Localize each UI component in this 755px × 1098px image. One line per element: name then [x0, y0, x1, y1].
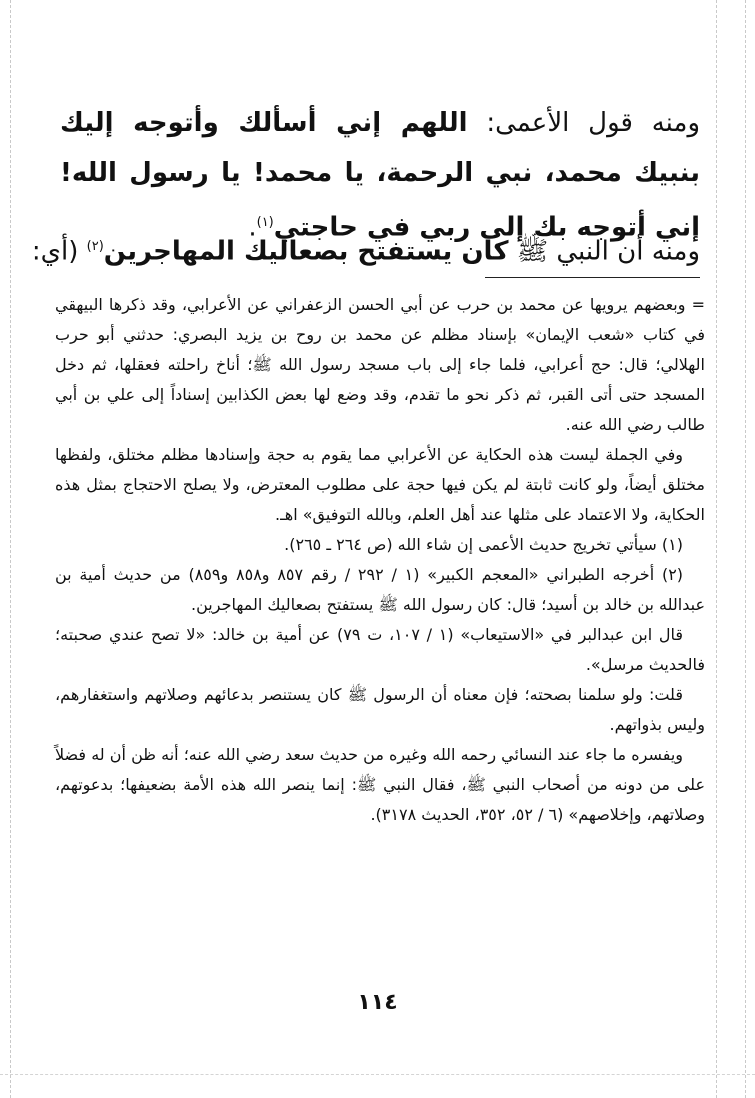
period: . — [248, 212, 257, 243]
footnote-ref-2: (٢) — [86, 239, 104, 254]
footnote-separator — [485, 277, 700, 278]
footnotes-section — [55, 290, 705, 830]
main-paragraph-2 — [31, 222, 700, 277]
footnote-2: (٢) أخرجه الطبراني «المعجم الكبير» (١ / ٢٩٢ / رقم ٨٥٧ و٨٥٨ و٨٥٩) من حديث أمية بن عبدالله بن خالد بن أسيد؛ قال: كان رسول الله ﷺ يستفتح بصعاليك المهاجرين. — [55, 565, 705, 614]
footnote-continuation-2: وفي الجملة ليست هذه الحكاية عن الأعرابي مما يقوم به حجة وإسنادها مظلم مختلق، ولفظها مختلق أيضاً، ولو كانت ثابتة لم يكن فيها حجة على مطلوب المعترض، ولا يصلح الاحتجاج بمثل هذه الحكاية، ولا الاعتماد على مثلها عند أهل العلم، وبالله التوفيق» اهـ. — [55, 445, 705, 524]
footnote-ref-1: (١) — [256, 215, 274, 230]
footnote-2-nasai: ويفسره ما جاء عند النسائي رحمه الله وغيره من حديث سعد رضي الله عنه؛ أنه ظن أن له فضلاً على من دونه من أصحاب النبي ﷺ، فقال النبي ﷺ: إنما ينصر الله هذه الأمة بضعيفها؛ بدعوتهم، وصلاتهم، وإخلاصهم» (٦ / ٥٢، ٣٥٢، الحديث ٣١٧٨). — [55, 745, 705, 824]
footnote-2-ibn-abd-al-barr: قال ابن عبدالبر في «الاستيعاب» (١ / ١٠٧، ت ٧٩) عن أمية بن خالد: «لا تصح عندي صحبته؛ فالحديث مرسل». — [55, 625, 705, 674]
quoted-supplication: اللهم إني أسألك وأتوجه إليك بنبيك محمد، نبي الرحمة، يا محمد! يا رسول الله! إني أتوجه بك إلى ربي في حاجتي — [60, 108, 700, 243]
footnote-continuation: = وبعضهم يرويها عن محمد بن حرب عن أبي الحسن الزعفراني عن الأعرابي، وقد ذكرها البيهقي في كتاب «شعب الإيمان» بإسناد مظلم عن محمد بن روح بن يزيد البصري: حدثني أبو حرب الهلالي؛ قال: حج أعرابي، فلما جاء إلى باب مسجد رسول الله ﷺ؛ أناخ راحلته فعقلها، ثم دخل المسجد حتى أتى القبر، ثم ذكر نحو ما تقدم، وقد وضع لها بعض الكذابين إسناداً إلى علي بن أبي طالب رضي الله عنه. — [55, 295, 705, 434]
quoted-hadith: كان يستفتح بصعاليك المهاجرين — [103, 236, 509, 267]
footnote-1: (١) سيأتي تخريج حديث الأعمى إن شاء الله (ص ٢٦٤ ـ ٢٦٥). — [284, 535, 683, 554]
footnote-2-comment: قلت: ولو سلمنا بصحته؛ فإن معناه أن الرسول ﷺ كان يستنصر بدعائهم وصلاتهم واستغفارهم، وليس بذواتهم. — [55, 685, 705, 734]
page-number: ١١٤ — [357, 990, 398, 1015]
paragraph-tail: (أي: — [31, 236, 87, 267]
paragraph-lead: ومنه أن النبي ﷺ — [508, 236, 700, 267]
paragraph-lead: ومنه قول الأعمى: — [467, 108, 701, 138]
